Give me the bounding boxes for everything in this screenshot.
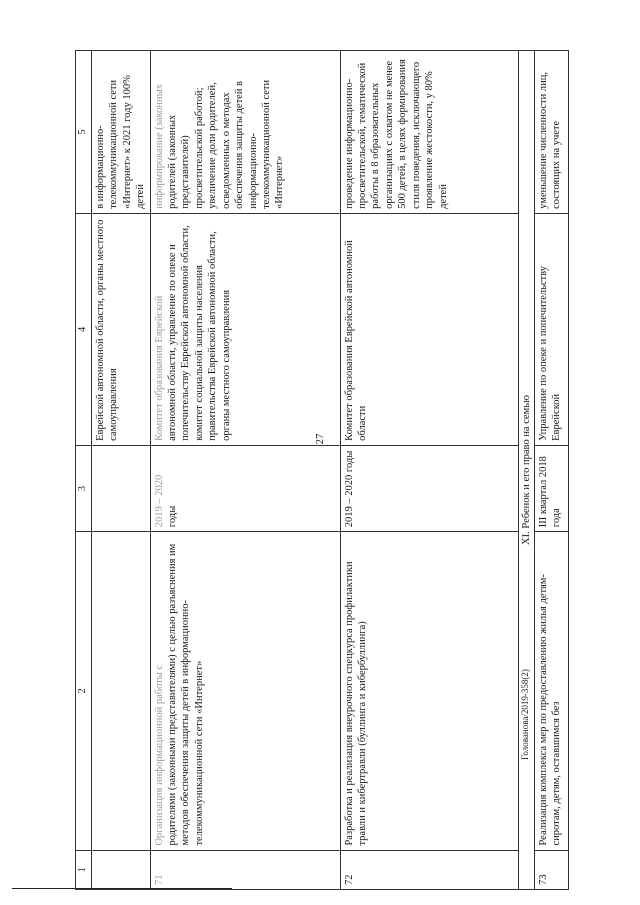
table-row	[534, 51, 568, 890]
term-cell: III квартал 2018 года	[534, 445, 568, 531]
executors-faded-line: Комитет образования Еврейской	[153, 295, 165, 441]
result-cell	[150, 51, 340, 214]
row-number: 73	[534, 850, 568, 889]
term-faded-line: 2019 – 2020	[153, 474, 165, 528]
result-cell: в информационно-телекоммуникационной сети «Интернет» к 2021 году 100% детей	[91, 51, 150, 214]
term-text: годы	[166, 505, 178, 528]
activity-cell: Реализация комплекса мер по предоставлению жилья детям-сиротам, детям, оставшимся без	[534, 532, 568, 850]
section-header-row	[518, 51, 534, 890]
rotated-table-container	[75, 50, 595, 890]
table-header-row	[76, 51, 92, 890]
document-code: Голованова/2019-358(2)	[520, 669, 530, 760]
row-number: 72	[340, 850, 518, 889]
executors-cell: Комитет образования Еврейской автономной области	[340, 213, 518, 445]
term-cell	[91, 445, 150, 531]
term-cell	[150, 445, 340, 531]
row-number-text: 71	[153, 874, 165, 885]
table-row	[91, 51, 150, 890]
row-number	[150, 850, 340, 889]
table-row	[340, 51, 518, 890]
header-cell: 1	[76, 850, 92, 889]
activity-faded-line: Организация информационной работы с	[153, 664, 165, 846]
activity-cell	[150, 532, 340, 850]
result-faded-line: информирование (законных	[153, 84, 165, 209]
header-cell: 5	[76, 51, 92, 214]
activity-text: родителями (законными представителями) с целью разъяснения им методов обеспечения защиты детей в информационно-телекоммуникационной сети «Интернет»	[166, 543, 205, 846]
action-plan-table	[75, 50, 569, 890]
header-cell: 4	[76, 213, 92, 445]
result-cell: проведение информационно-просветительской, тематической работы в 8 образовательных организациях с охватом не менее 500 детей, в целях формирования стиля поведения, исключающего проявление жестокости, у 80% детей	[340, 51, 518, 214]
activity-cell	[91, 532, 150, 850]
row-number	[91, 850, 150, 889]
section-title: XI. Ребенок и его право на семью	[518, 51, 534, 890]
result-cell: уменьшение численности лиц, состоящих на учете	[534, 51, 568, 214]
page-number: 27	[314, 433, 326, 445]
header-cell: 3	[76, 445, 92, 531]
term-cell: 2019 – 2020 годы	[340, 445, 518, 531]
result-text: родителей (законных представителей) просветительской работой; увеличение доли родителей, осведомленных о методах обеспечения защиты детей в информационно-телекоммуникационной сети «Интернет»	[166, 79, 286, 209]
executors-cell	[150, 213, 340, 445]
header-cell: 2	[76, 532, 92, 850]
table-row	[150, 51, 340, 890]
executors-text: автономной области, управление по опеке и попечительству Еврейской автономной области, комитет социальной защиты населения правительства Еврейской автономной области, органы местного самоуправления	[166, 225, 232, 441]
executors-cell: Еврейской автономной области, органы местного самоуправления	[91, 213, 150, 445]
activity-cell: Разработка и реализация внеурочного спецкурса профилактики травли и кибертравли (буллинга и кибербуллинга)	[340, 532, 518, 850]
executors-cell: Управление по опеке и попечительству Еврейской	[534, 213, 568, 445]
